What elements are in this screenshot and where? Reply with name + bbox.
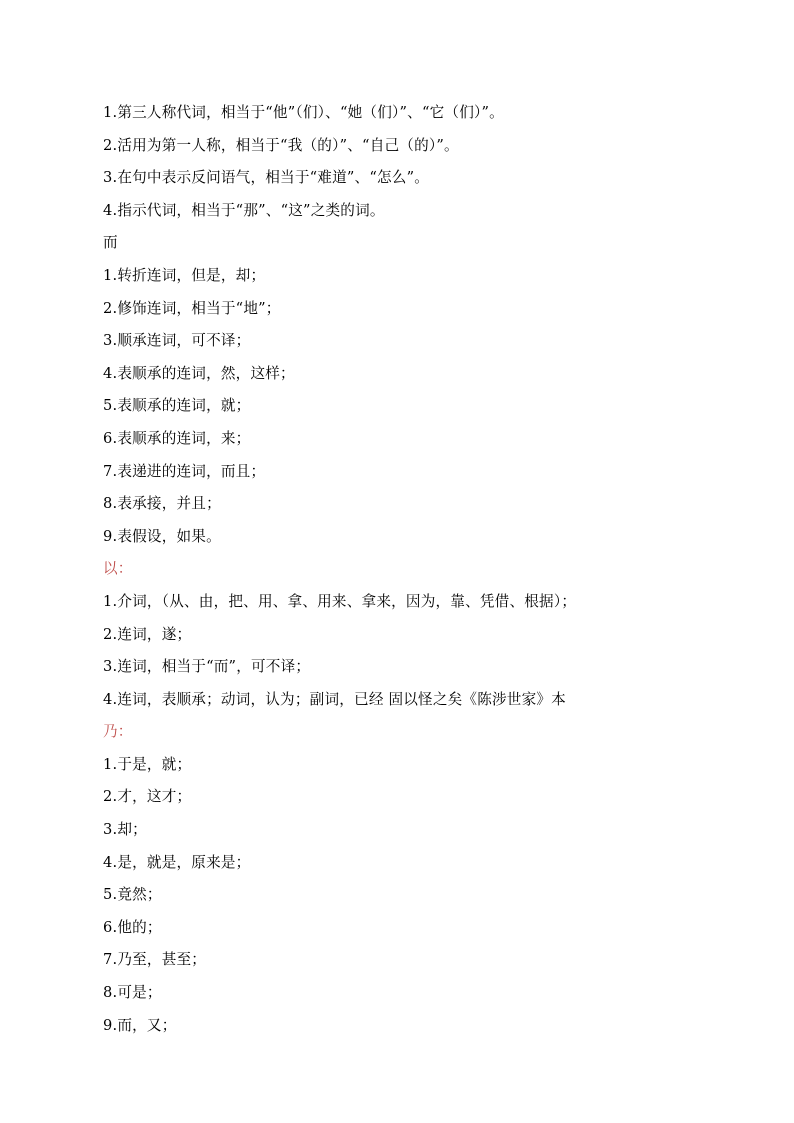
text-line: 8.表承接，并且；	[103, 495, 221, 513]
text-line: 3.在句中表示反问语气，相当于“难道”、“怎么”。	[103, 169, 430, 187]
section-heading-er: 而	[103, 234, 118, 252]
text-line: 1.介词，（从、由，把、用、拿、用来、拿来，因为，靠、凭借、根据）；	[103, 592, 577, 610]
text-line: 4.表顺承的连词，然，这样；	[103, 364, 295, 382]
text-line: 4.指示代词，相当于“那”、“这”之类的词。	[103, 201, 385, 219]
text-line: 1.第三人称代词，相当于“他”（们）、“她（们）”、“它（们）”。	[103, 104, 504, 121]
text-line: 6.表顺承的连词，来；	[103, 429, 251, 447]
text-line: 4.是，就是，原来是；	[103, 853, 251, 871]
text-line: 3.连词，相当于“而”，可不译；	[103, 658, 311, 676]
text-line: 2.才，这才；	[103, 788, 192, 806]
text-line: 5.表顺承的连词，就；	[103, 397, 251, 415]
text-line: 3.却；	[103, 821, 147, 839]
document-body	[103, 97, 703, 1042]
text-line: 2.修饰连词，相当于“地”；	[103, 299, 281, 317]
text-line: 9.表假设，如果。	[103, 527, 221, 545]
text-line: 7.乃至，甚至；	[103, 951, 207, 969]
text-line: 7.表递进的连词，而且；	[103, 462, 266, 480]
text-line: 1.转折连词，但是，却；	[103, 266, 266, 284]
text-line: 4.连词，表顺承；动词，认为；副词，已经 固以怪之矣《陈涉世家》本	[103, 690, 566, 708]
text-line: 6.他的；	[103, 918, 162, 936]
section-heading-yi: 以：	[103, 560, 133, 578]
text-line: 1.于是，就；	[103, 755, 192, 773]
text-line: 2.连词，遂；	[103, 625, 192, 643]
text-line: 3.顺承连词，可不译；	[103, 332, 251, 350]
text-line: 5.竟然；	[103, 886, 162, 904]
text-line: 8.可是；	[103, 984, 162, 1002]
text-line: 9.而，又；	[103, 1016, 177, 1034]
text-line: 2.活用为第一人称，相当于“我（的）”、“自己（的）”。	[103, 136, 459, 154]
section-heading-nai: 乃：	[103, 723, 133, 741]
